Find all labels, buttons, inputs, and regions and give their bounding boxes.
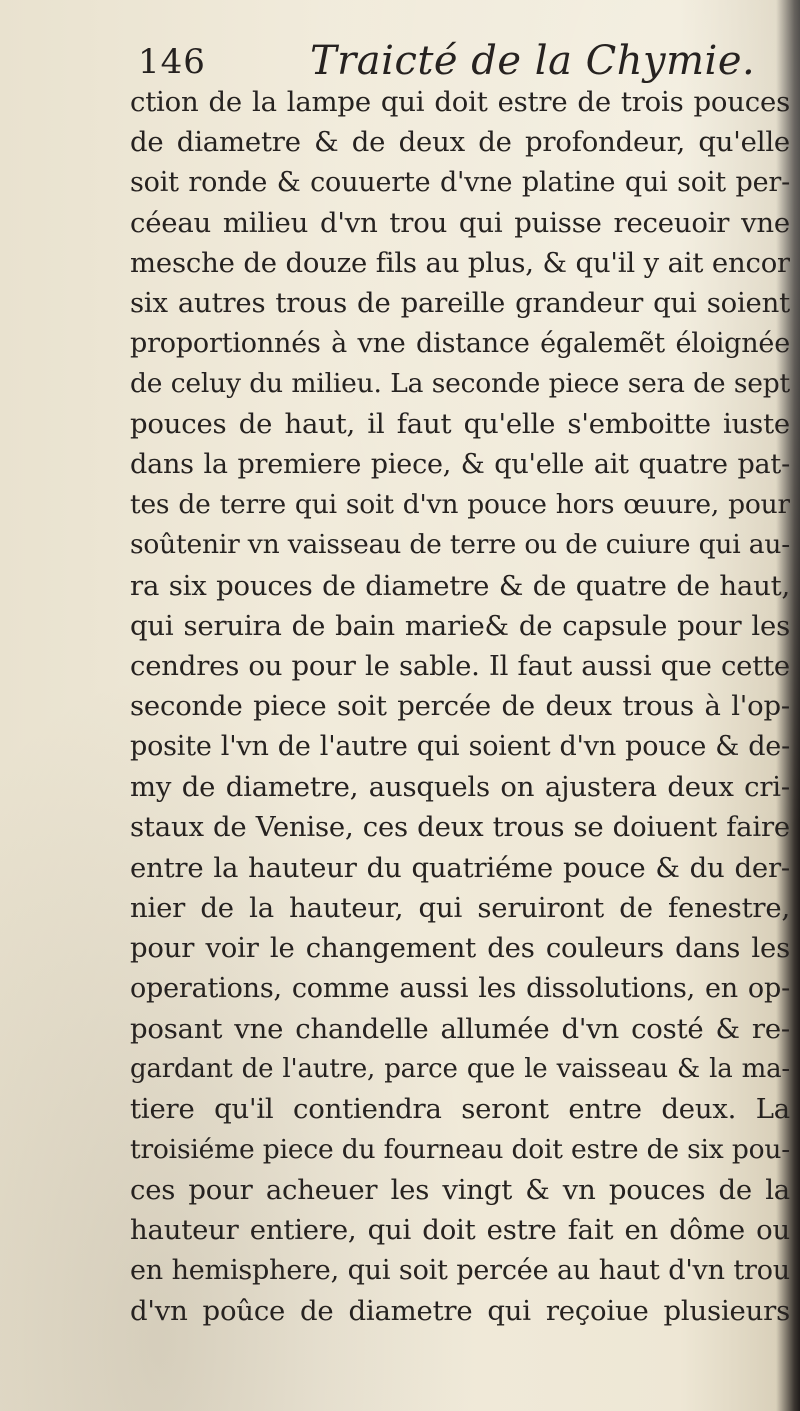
body-text [130, 82, 790, 1331]
text-line: ces pour acheuer les vingt & vn pouces de la [130, 1174, 790, 1207]
text-line: tiere qu'il contiendra seront entre deux. La [130, 1093, 790, 1126]
page-header [138, 38, 778, 88]
text-line: en hemisphere, qui soit percée au haut d'vn trou [130, 1254, 790, 1286]
text-line: cendres ou pour le sable. Il faut aussi que cette [130, 650, 790, 683]
text-line: six autres trous de pareille grandeur qui soient [130, 287, 790, 320]
text-line: my de diametre, ausquels on ajustera deux cri- [130, 771, 790, 804]
text-line: ction de la lampe qui doit estre de trois pouces [130, 86, 790, 118]
text-line: dans la premiere piece, & qu'elle ait quatre pat- [130, 448, 790, 480]
text-line: soit ronde & couuerte d'vne platine qui soit per- [130, 166, 790, 198]
text-line: troisiéme piece du fourneau doit estre de six pou- [130, 1133, 790, 1165]
running-title: Traicté de la Chymie. [310, 38, 756, 84]
text-line: de diametre & de deux de profondeur, qu'elle [130, 126, 790, 159]
text-line: pour voir le changement des couleurs dans les [130, 932, 790, 965]
text-line: soûtenir vn vaisseau de terre ou de cuiure qui au- [130, 529, 790, 561]
text-line: posite l'vn de l'autre qui soient d'vn pouce & de- [130, 730, 790, 762]
text-line: qui seruira de bain marie& de capsule pour les [130, 609, 790, 642]
text-line: posant vne chandelle allumée d'vn costé & re- [130, 1012, 790, 1045]
page-number: 146 [138, 42, 206, 82]
text-line: hauteur entiere, qui doit estre fait en dôme ou [130, 1214, 790, 1247]
text-line: céeau milieu d'vn trou qui puisse receuoir vne [130, 206, 790, 239]
text-line: staux de Venise, ces deux trous se doiuent faire [130, 811, 790, 844]
text-line: entre la hauteur du quatriéme pouce & du der- [130, 851, 790, 884]
text-line: pouces de haut, il faut qu'elle s'emboitte iuste [130, 408, 790, 441]
text-line: operations, comme aussi les dissolutions, en op- [130, 972, 790, 1004]
text-line: de celuy du milieu. La seconde piece sera de sept [130, 368, 790, 400]
text-line: tes de terre qui soit d'vn pouce hors œuure, pour [130, 488, 790, 520]
text-line: ra six pouces de diametre & de quatre de haut, [130, 569, 790, 602]
text-line: seconde piece soit percée de deux trous à l'op- [130, 690, 790, 723]
text-line: proportionnés à vne distance égalemẽt éloignée [130, 327, 790, 359]
text-line: mesche de douze fils au plus, & qu'il y ait encor [130, 247, 790, 280]
text-line: gardant de l'autre, parce que le vaisseau & la ma- [130, 1054, 790, 1085]
text-line: nier de la hauteur, qui seruiront de fenestre, [130, 891, 790, 924]
text-line: d'vn poûce de diametre qui reçoiue plusieurs [130, 1294, 790, 1327]
